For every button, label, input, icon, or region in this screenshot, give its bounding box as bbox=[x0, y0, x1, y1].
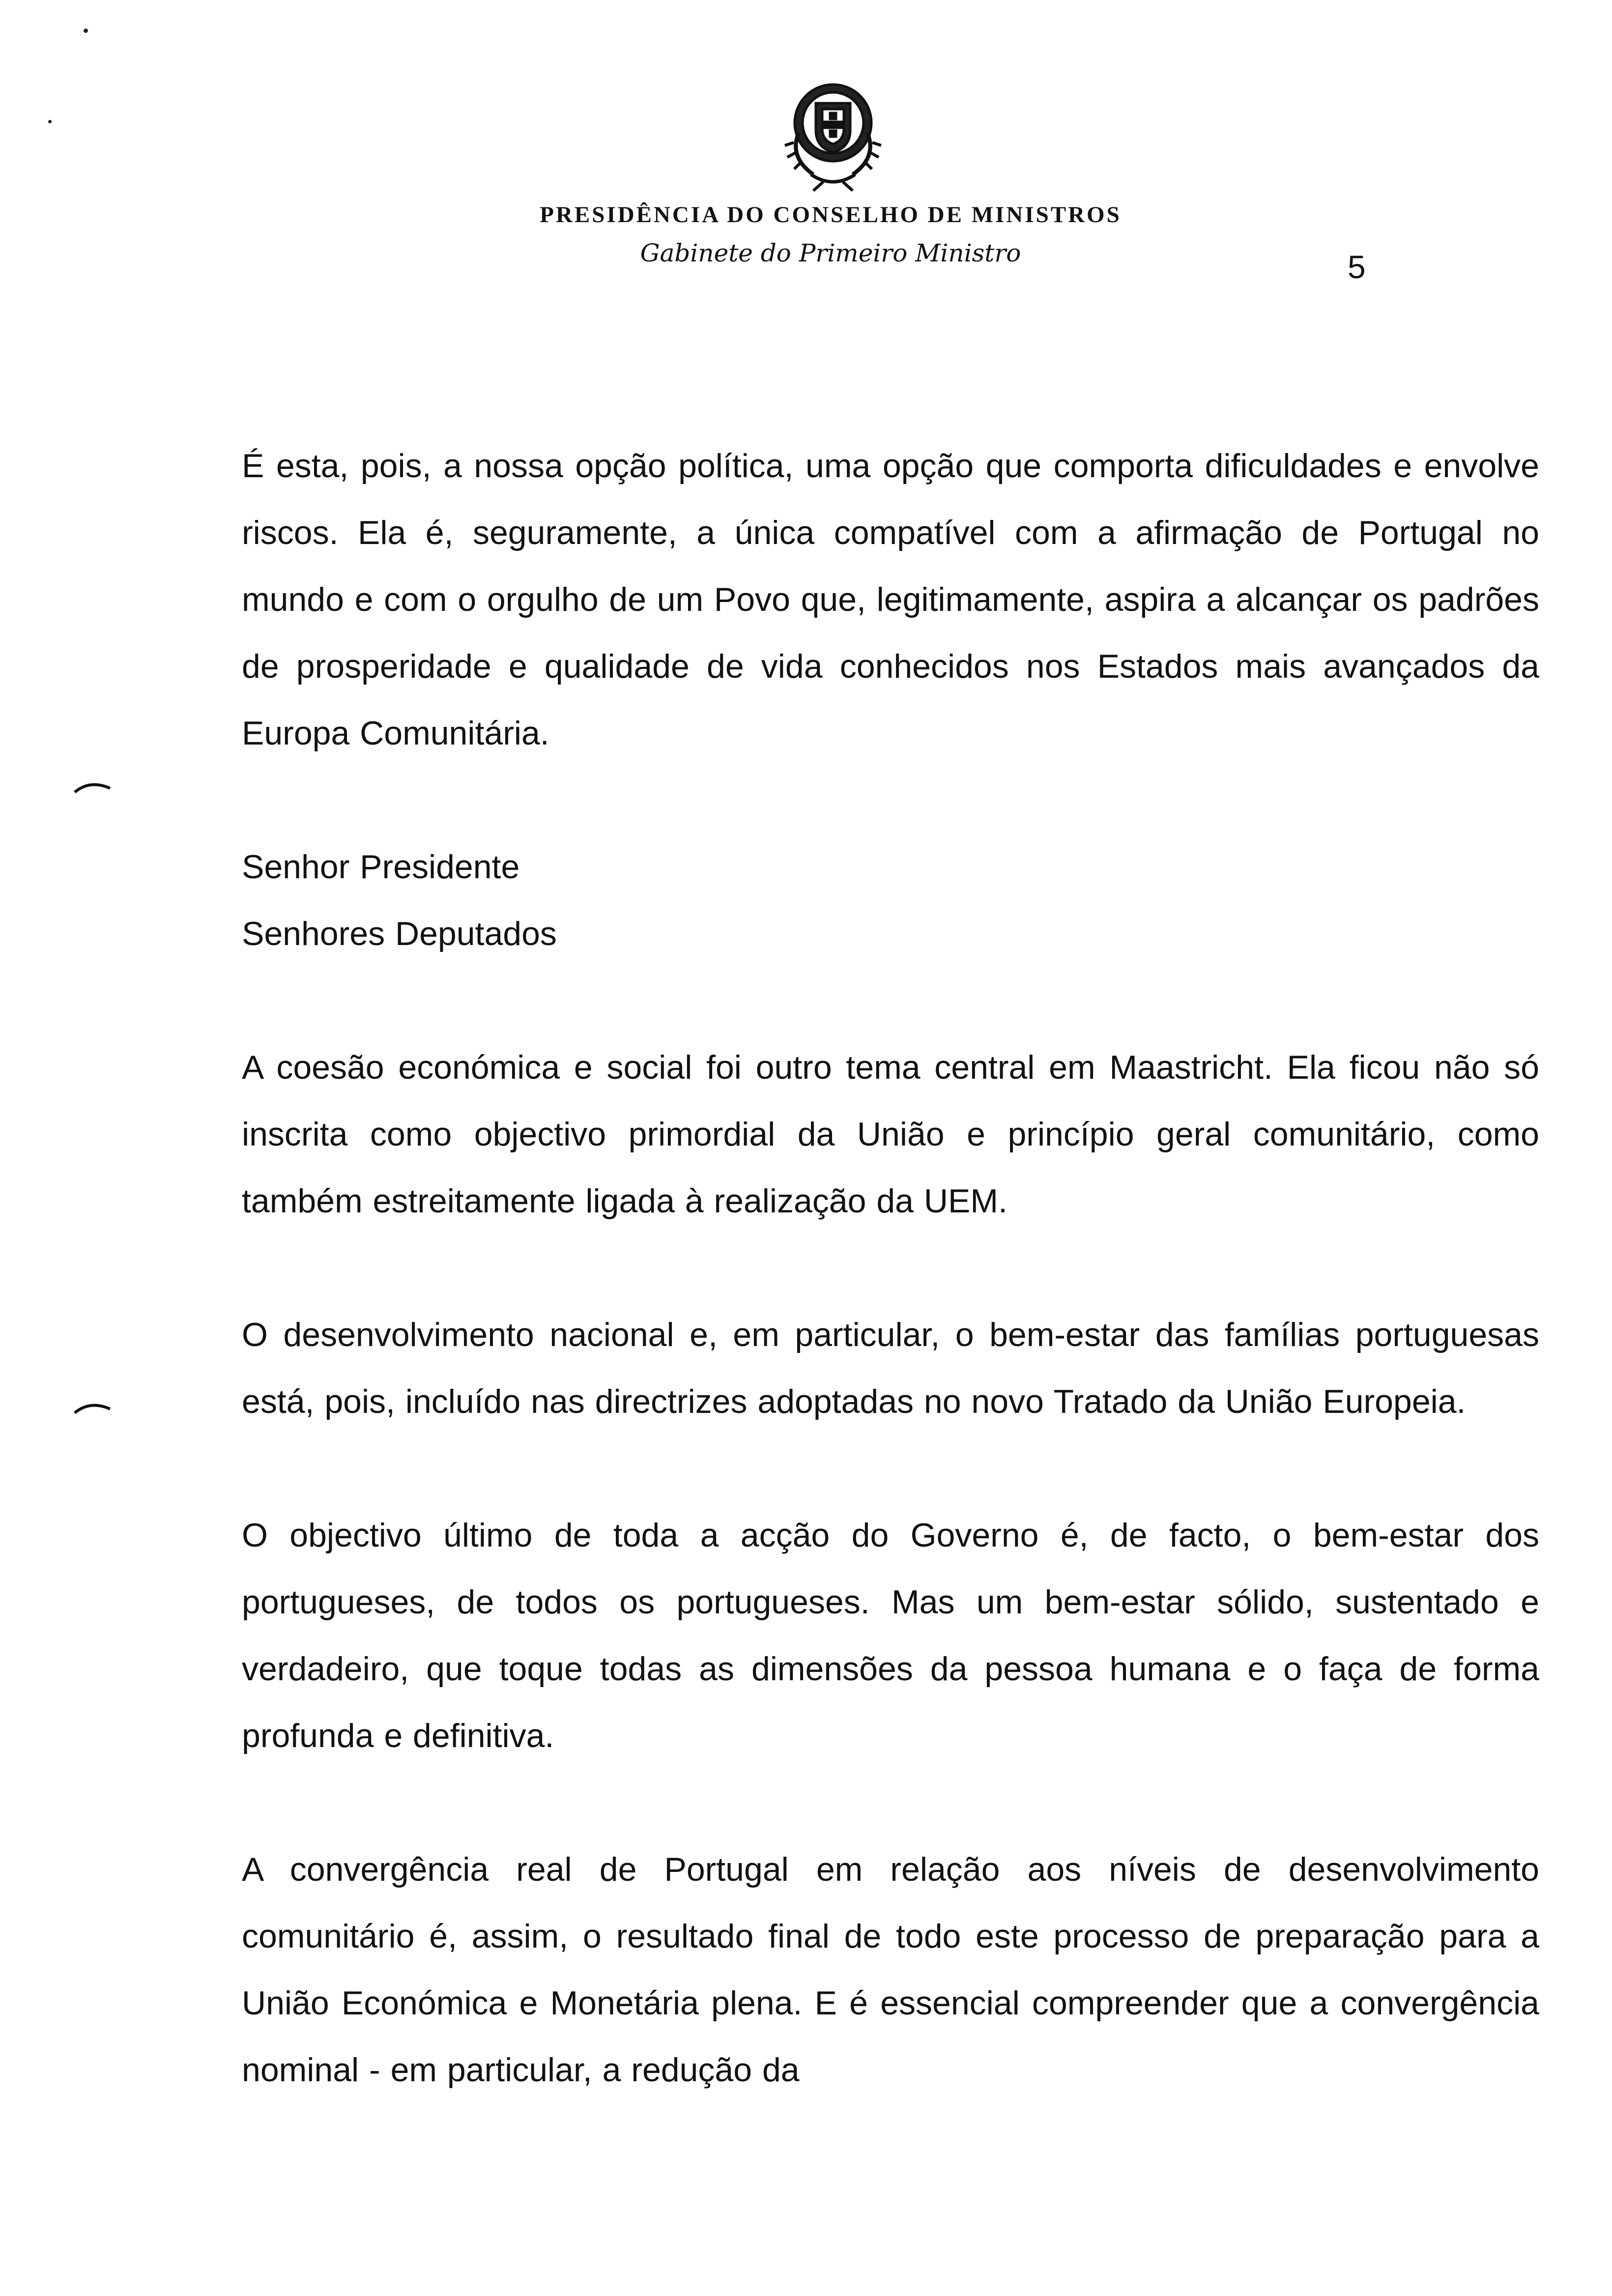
salutation: Senhores Deputados bbox=[242, 915, 557, 952]
paragraph: É esta, pois, a nossa opção política, uma opção que comporta dificuldades e envolve riscos. Ela é, seguramente, a única compatível com a afirmação de Portugal no mundo e com o orgulho de um Povo que, legitimamente, aspira a alcançar os padrões de prosperidade e qualidade de vida conhecidos nos Estados mais avançados da Europa Comunitária. bbox=[242, 447, 1539, 752]
scan-speck bbox=[84, 29, 88, 33]
paragraph: O desenvolvimento nacional e, em particular, o bem-estar das famílias portuguesas está, pois, incluído nas directrizes adoptadas no novo Tratado da União Europeia. bbox=[242, 1316, 1539, 1420]
coat-of-arms-icon bbox=[769, 69, 897, 192]
page-number: 5 bbox=[1348, 249, 1366, 285]
document-body bbox=[242, 432, 1539, 2103]
paragraph: O objectivo último de toda a acção do Governo é, de facto, o bem-estar dos portugueses, de todos os portugueses. Mas um bem-estar sólido, sustentado e verdadeiro, que toque todas as dimensões da pessoa humana e o faça de forma profunda e definitiva. bbox=[242, 1517, 1539, 1754]
paragraph: A convergência real de Portugal em relação aos níveis de desenvolvimento comunitário é, assim, o resultado final de todo este processo de preparação para a União Económica e Monetária plena. E é essencial compreender que a convergência nominal - em particular, a redução da bbox=[242, 1851, 1539, 2089]
office-subtitle: Gabinete do Primeiro Ministro bbox=[640, 239, 1021, 267]
margin-mark bbox=[73, 1398, 112, 1418]
margin-mark bbox=[73, 777, 112, 797]
scan-speck bbox=[48, 120, 52, 123]
paragraph: A coesão económica e social foi outro tema central em Maastricht. Ela ficou não só inscrita como objectivo primordial da União e princípio geral comunitário, como também estreitamente ligada à realização da UEM. bbox=[242, 1049, 1539, 1220]
ministry-title: PRESIDÊNCIA DO CONSELHO DE MINISTROS bbox=[540, 202, 1122, 228]
salutation: Senhor Presidente bbox=[242, 848, 520, 886]
